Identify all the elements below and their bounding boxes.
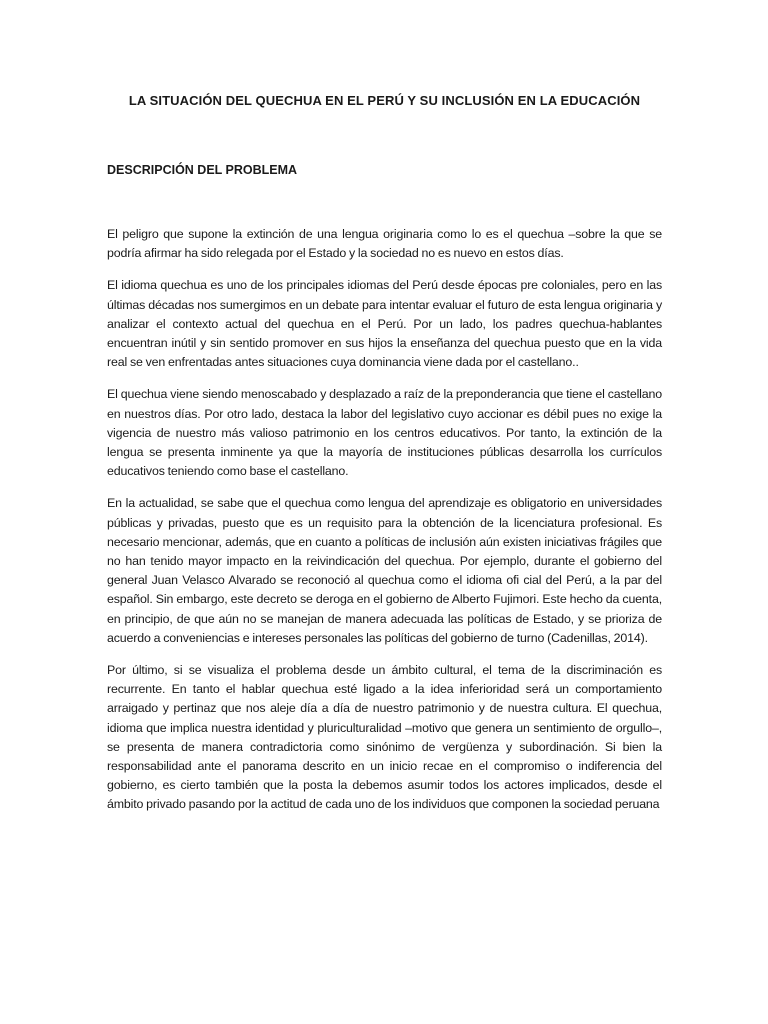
paragraph-5: Por último, si se visualiza el problema desde un ámbito cultural, el tema de la discriminación es recurrente. En tanto el hablar quechua esté ligado a la idea inferioridad será un comportamiento arraigado y pertinaz que nos aleje día a día de nuestro patrimonio y de nuestra cultura. El quechua, idioma que implica nuestra identidad y pluriculturalidad –motivo que genera un sentimiento de orgullo–, se presenta de manera contradictoria como sinónimo de vergüenza y subordinación. Si bien la responsabilidad ante el panorama descrito en un inicio recae en el compromiso o indiferencia del gobierno, es cierto también que la posta la debemos asumir todos los actores implicados, desde el ámbito privado pasando por la actitud de cada uno de los individuos que componen la sociedad peruana bbox=[107, 663, 662, 812]
paragraph-1: El peligro que supone la extinción de una lengua originaria como lo es el quechua –sobre la que se podría afirmar ha sido relegada por el Estado y la sociedad no es nuevo en estos días. bbox=[107, 227, 662, 261]
paragraph-2: El idioma quechua es uno de los principales idiomas del Perú desde épocas pre coloniales, pero en las últimas décadas nos sumergimos en un debate para intentar evaluar el futuro de esta lengua originaria y analizar el contexto actual del quechua en el Perú. Por un lado, los padres quechua-hablantes encuentran inútil y sin sentido promover en sus hijos la enseñanza del quechua puesto que en la vida real se ven enfrentadas antes situaciones cuya dominancia viene dada por el castellano.. bbox=[107, 278, 662, 370]
document-body bbox=[107, 225, 662, 828]
document-title: LA SITUACIÓN DEL QUECHUA EN EL PERÚ Y SU INCLUSIÓN EN LA EDUCACIÓN bbox=[128, 93, 641, 108]
paragraph-4: En la actualidad, se sabe que el quechua como lengua del aprendizaje es obligatorio en universidades públicas y privadas, puesto que es un requisito para la obtención de la licenciatura profesional. Es necesario mencionar, además, que en cuanto a políticas de inclusión aún existen iniciativas frágiles que no han tenido mayor impacto en la reivindicación del quechua. Por ejemplo, durante el gobierno del general Juan Velasco Alvarado se reconoció al quechua como el idioma ofi cial del Perú, a la par del español. Sin embargo, este decreto se deroga en el gobierno de Alberto Fujimori. Este hecho da cuenta, en principio, de que aún no se manejan de manera adecuada las políticas de Estado, y se prioriza de acuerdo a conveniencias e intereses personales las políticas del gobierno de turno (Cadenillas, 2014). bbox=[107, 496, 662, 645]
section-heading: DESCRIPCIÓN DEL PROBLEMA bbox=[107, 163, 298, 177]
paragraph-3: El quechua viene siendo menoscabado y desplazado a raíz de la preponderancia que tiene el castellano en nuestros días. Por otro lado, destaca la labor del legislativo cuyo accionar es débil pues no exige la vigencia de nuestro más valioso patrimonio en los centros educativos. Por tanto, la extinción de la lengua se presenta inminente ya que la mayoría de instituciones públicas desarrolla los currículos educativos teniendo como base el castellano. bbox=[107, 387, 662, 479]
